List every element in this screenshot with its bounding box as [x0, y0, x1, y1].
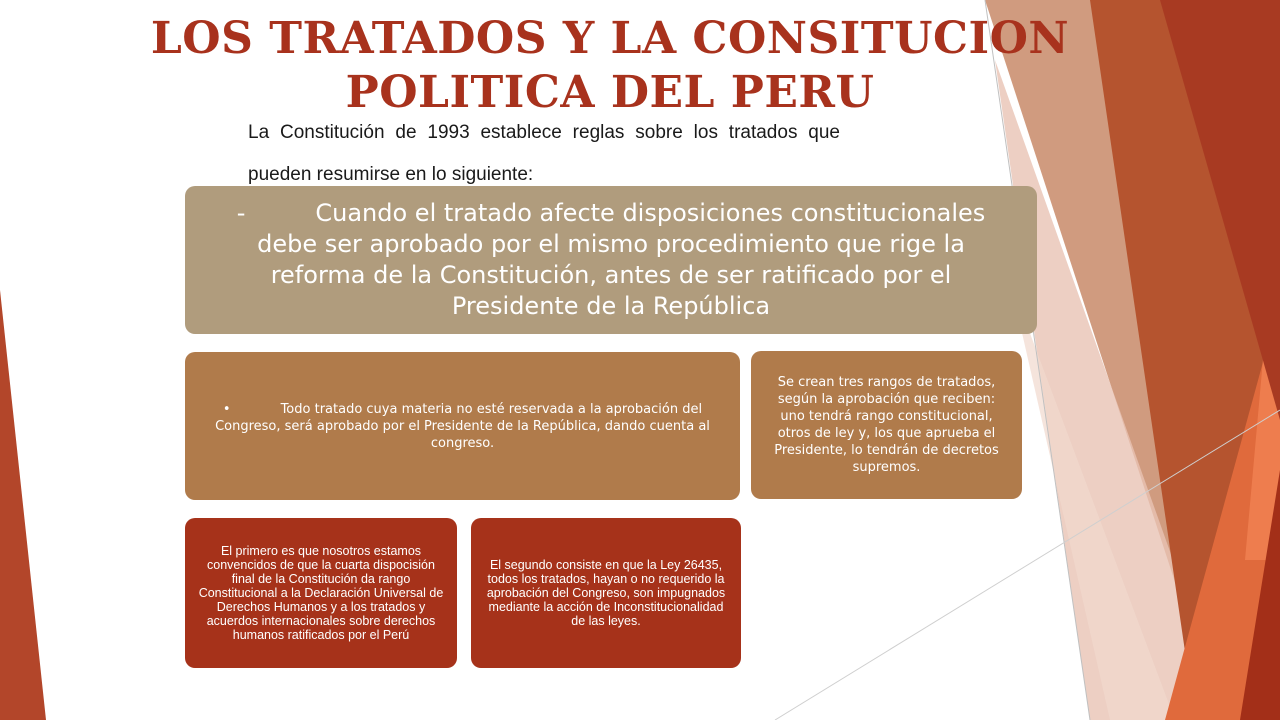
president-approval-content	[203, 401, 722, 452]
intro-paragraph: La Constitución de 1993 establece reglas sobre los tratados que pueden resumirse en lo siguiente:	[248, 122, 840, 185]
bullet-marker: •	[222, 401, 231, 417]
human-rights-box	[185, 518, 457, 668]
law-26435-box	[471, 518, 741, 668]
slide-title: LOS TRATADOS Y LA CONSITUCION POLITICA DEL PERU	[150, 13, 1070, 118]
human-rights-text: El primero es que nosotros estamos convencidos de que la cuarta dispocisión final de la Constitución da rango Constitucional a la Declaración Universal de Derechos Humanos y a los tratados y acuerdos internacionales sobre derechos humanos ratificados por el Perú	[198, 544, 444, 642]
treaty-ranks-box	[751, 351, 1022, 499]
president-approval-box	[185, 352, 740, 500]
constitutional-treaty-box	[185, 186, 1037, 334]
treaty-ranks-text: Se crean tres rangos de tratados, según la aprobación que reciben: uno tendrá rango constitucional, otros de ley y, los que aprueba el Presidente, lo tendrán de decretos supremos.	[774, 375, 999, 475]
left-decor-shape	[0, 290, 46, 720]
dash-marker: -	[236, 199, 246, 227]
constitutional-treaty-content	[209, 198, 1013, 322]
constitutional-treaty-text: Cuando el tratado afecte disposiciones constitucionales debe ser aprobado por el mismo procedimiento que rige la reforma de la Constitución, antes de ser ratificado por el Presidente de la República	[257, 199, 986, 320]
law-26435-text: El segundo consiste en que la Ley 26435, todos los tratados, hayan o no requerido la aprobación del Congreso, son impugnados mediante la acción de Inconstitucionalidad de las leyes.	[486, 558, 726, 628]
president-approval-text: Todo tratado cuya materia no esté reservada a la aprobación del Congreso, será aprobado por el Presidente de la República, dando cuenta al congreso.	[215, 401, 710, 451]
